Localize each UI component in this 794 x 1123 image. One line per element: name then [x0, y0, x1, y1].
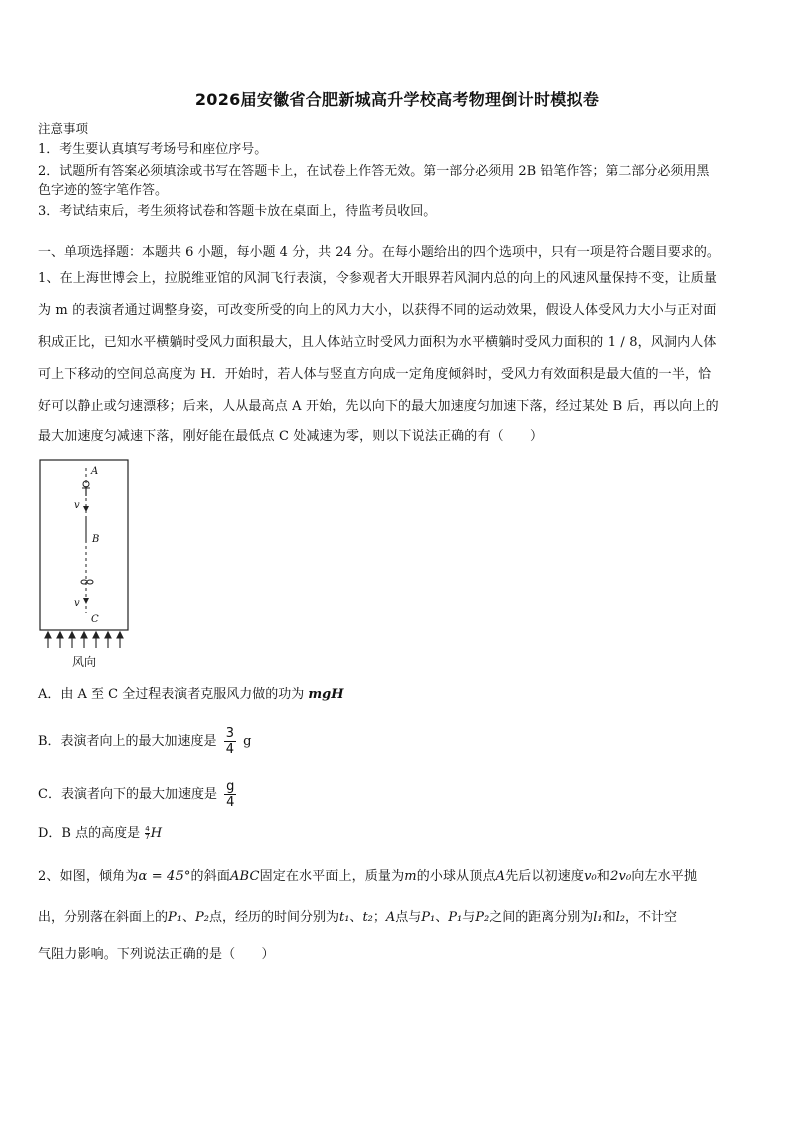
small-fraction [145, 826, 149, 841]
q2-text: 的斜面 [190, 869, 230, 884]
wind-tunnel-diagram [38, 458, 134, 658]
q2-text: 、 [349, 910, 363, 925]
q2-math: m [404, 869, 417, 884]
question-1-line: 积成正比，已知水平横躺时受风力面积最大，且人体站立时受风力面积为水平横躺时受风力面积的 1 / 8，风洞内人体 [38, 335, 717, 350]
fraction [224, 779, 236, 810]
q2-text: 点，经历的时间分别为 [208, 910, 339, 925]
page-title: 2026届安徽省合肥新城高升学校高考物理倒计时模拟卷 [194, 90, 600, 109]
q2-math: l₁ [593, 910, 603, 925]
q2-math: ABC [229, 869, 260, 884]
wind-direction-label: 风向 [72, 655, 97, 669]
option-c [38, 779, 239, 810]
notice-item: 色字迹的签字笔作答。 [38, 183, 169, 198]
point-b-label: B [92, 534, 100, 545]
q2-text: 与 [462, 910, 476, 925]
q2-math: A [495, 869, 506, 884]
option-d-text: D．B 点的高度是 [38, 826, 141, 841]
q2-math: l₂ [615, 910, 626, 925]
q2-text: 之间的距离分别为 [489, 910, 594, 925]
notice-item: 1．考生要认真填写考场号和座位序号。 [38, 142, 268, 157]
question-2-line-1 [38, 868, 758, 886]
option-a [38, 686, 344, 704]
fraction-numerator: 4 [145, 825, 150, 833]
q2-text: 出，分别落在斜面上的 [38, 910, 169, 925]
point-a-label: A [91, 466, 99, 477]
notice-item: 2．试题所有答案必须填涂或书写在答题卡上，在试卷上作答无效。第一部分必须用 2B 铅笔作答；第二部分必须用黑 [38, 164, 710, 179]
q2-math: α = 45° [138, 869, 191, 884]
notice-item: 3．考试结束后，考生须将试卷和答题卡放在桌面上，待监考员收回。 [38, 204, 437, 219]
fraction [224, 726, 236, 757]
question-1-line: 可上下移动的空间总高度为 H．开始时，若人体与竖直方向成一定角度倾斜时，受风力有效面积是最大值的一半，恰 [38, 367, 712, 382]
option-b-unit: g [243, 734, 252, 749]
q2-math: P₂ [195, 910, 209, 925]
q2-text: 点与 [395, 910, 422, 925]
option-d-unit: H [150, 826, 163, 841]
q2-math: t₂ [362, 910, 373, 925]
question-1-line: 好可以静止或匀速漂移；后来，人从最高点 A 开始，先以向下的最大加速度匀加速下落，经过某处 B 后，再以向上的 [38, 399, 719, 414]
notice-heading: 注意事项 [38, 121, 89, 136]
q2-math: t₁ [338, 910, 350, 925]
q2-text: 先后以初速度 [505, 869, 585, 884]
section-heading: 一、单项选择题：本题共 6 小题，每小题 4 分，共 24 分。在每小题给出的四个选项中，只有一项是符合题目要求的。 [38, 245, 720, 260]
q2-text: 固定在水平面上，质量为 [259, 869, 405, 884]
q2-text: 的小球从顶点 [416, 869, 496, 884]
question-1-line: 1、在上海世博会上，拉脱维亚馆的风洞飞行表演，令参观者大开眼界若风洞内总的向上的风速风量保持不变，让质量 [38, 271, 718, 286]
option-a-text: A．由 A 至 C 全过程表演者克服风力做的功为 [38, 687, 305, 702]
q2-text: 和 [602, 910, 616, 925]
fraction-numerator: 3 [225, 726, 234, 741]
q2-text: 、 [435, 910, 449, 925]
question-2-line-2 [38, 909, 758, 927]
velocity-label: v [74, 598, 80, 609]
q2-text: 和 [596, 869, 611, 884]
point-c-label: C [91, 614, 99, 625]
option-a-value: mgH [308, 687, 344, 702]
question-1-line: 为 m 的表演者通过调整身姿，可改变所受的向上的风力大小，以获得不同的运动效果，假设人体受风力大小与正对面 [38, 303, 717, 318]
fraction-denominator: 7 [145, 833, 150, 841]
option-b-text: B．表演者向上的最大加速度是 [38, 734, 217, 749]
q2-math: v₀ [584, 869, 597, 884]
option-c-text: C．表演者向下的最大加速度是 [38, 787, 217, 802]
question-2-line-3: 气阻力影响。下列说法正确的是（ ） [38, 947, 275, 962]
option-d [38, 825, 162, 843]
q2-text: ，不计空 [625, 910, 678, 925]
question-1-line: 最大加速度匀减速下落，刚好能在最低点 C 处减速为零，则以下说法正确的有（ ） [38, 429, 544, 444]
fraction-numerator: g [224, 779, 236, 795]
option-b [38, 726, 251, 757]
q2-math: P₁ [168, 910, 182, 925]
q2-text: 、 [181, 910, 195, 925]
q2-math: 2v₀ [610, 869, 632, 884]
fraction-denominator: 4 [225, 742, 234, 757]
q2-text: 向左水平抛 [631, 869, 698, 884]
wind-tunnel-figure [38, 458, 134, 673]
q2-text: ； [372, 910, 386, 925]
fraction-denominator: 4 [226, 795, 235, 810]
q2-math: P₁ [448, 910, 463, 925]
q2-math: P₂ [475, 910, 490, 925]
q2-math: A [385, 910, 396, 925]
q2-math: P₁ [421, 910, 436, 925]
velocity-label: v [74, 500, 80, 511]
q2-text: 2、如图，倾角为 [38, 869, 139, 884]
